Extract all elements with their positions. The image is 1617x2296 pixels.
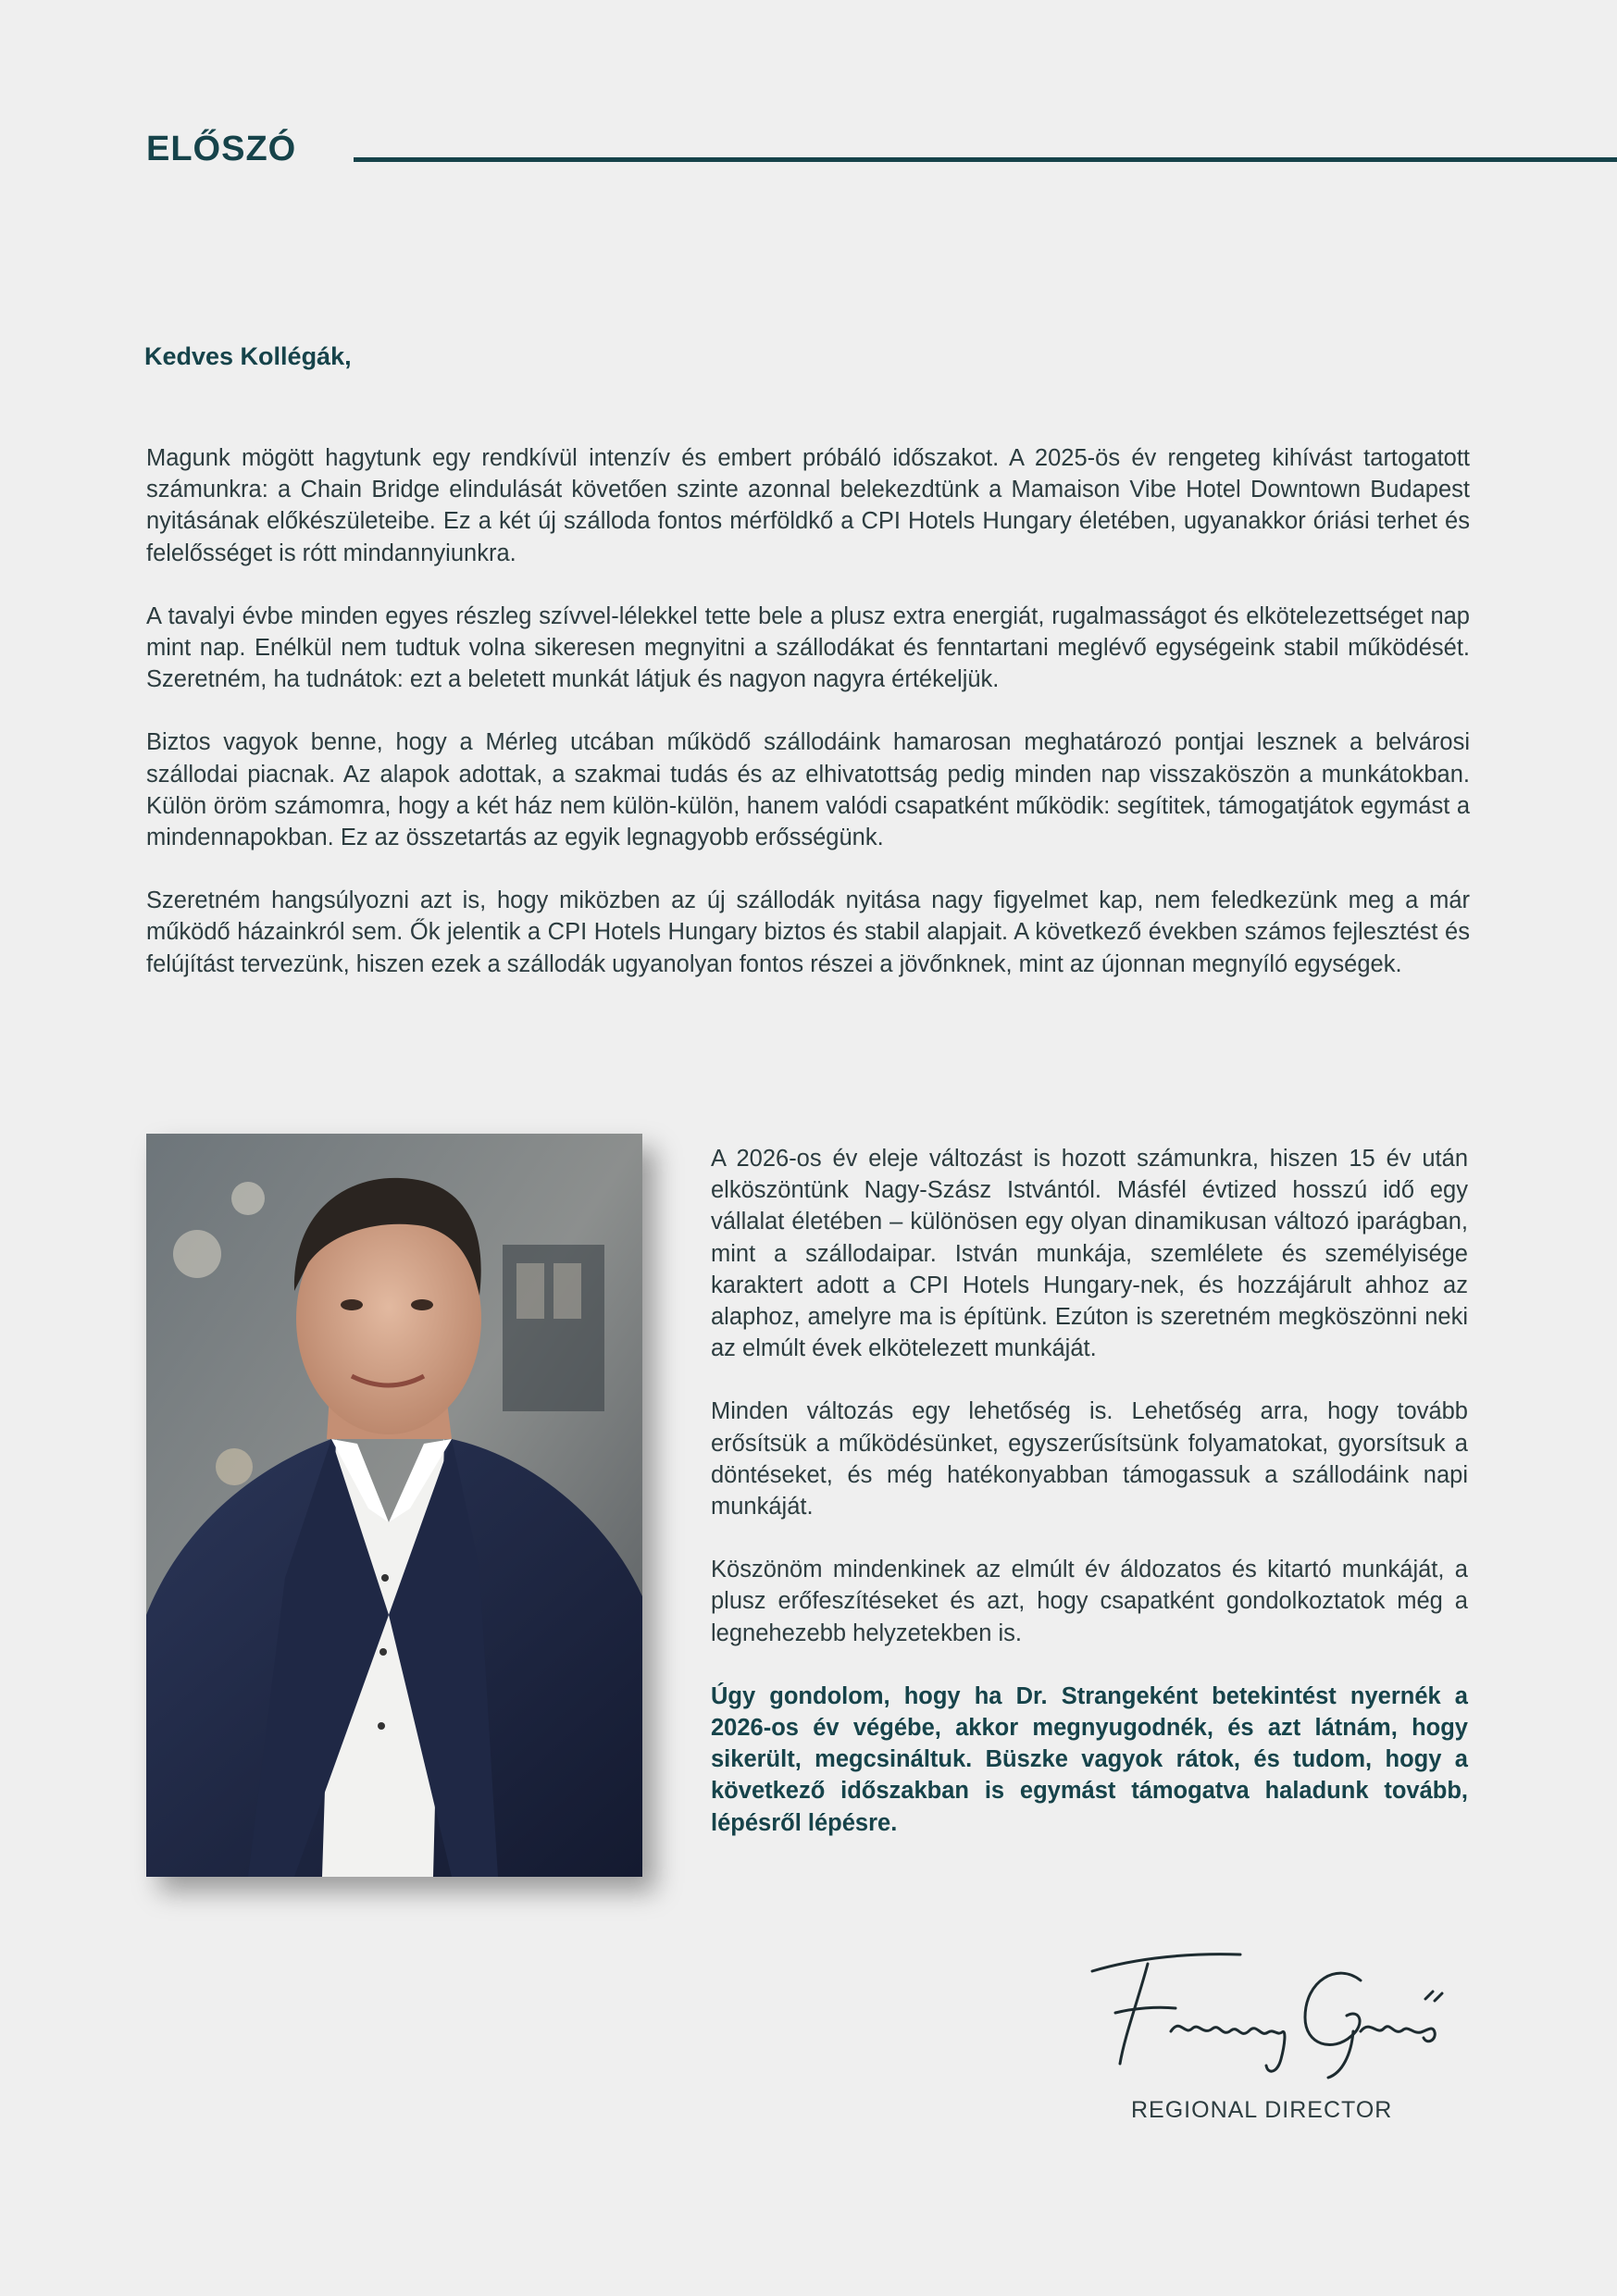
- portrait-photo: [146, 1134, 642, 1877]
- page-title: ELŐSZÓ: [146, 130, 297, 168]
- body-paragraph: A 2026-os év eleje változást is hozott számunkra, hiszen 15 év után elköszöntünk Nagy-Szász Istvántól. Másfél évtized hosszú idő egy vállalat életében – különösen egy olyan dinamikusan változó iparágban, mint a szállodaipar. István munkája, szemlélete és személyisége karaktert adott a CPI Hotels Hungary-nek, és hozzájárult ahhoz az alaphoz, amelyre ma is építünk. Ezúton is szeretném megköszönni neki az elmúlt évek elkötelezett munkáját.: [711, 1146, 1468, 1362]
- intro-text: [146, 442, 1470, 1011]
- header-rule: [354, 157, 1617, 162]
- section-header: [146, 130, 1617, 185]
- signature-image: [1083, 1943, 1472, 2082]
- greeting: Kedves Kollégák,: [144, 342, 352, 370]
- intro-paragraph: Biztos vagyok benne, hogy a Mérleg utcában működő szállodáink hamarosan meghatározó pontjai lesznek a belvárosi szállodai piacnak. Az alapok adottak, a szakmai tudás és az elhivatottság pedig minden nap visszaköszön a munkátokban. Külön öröm számomra, hogy a két ház nem külön-külön, hanem valódi csapatként működik: segítitek, támogatjátok egymást a mindennapokban. Ez az összetartás az egyik legnagyobb erősségünk.: [146, 729, 1470, 851]
- body-paragraph: Minden változás egy lehetőség is. Lehetőség arra, hogy tovább erősítsük a működésünket, egyszerűsítsünk folyamatokat, gyorsítsuk a döntéseket, és még hatékonyabban támogassuk a szállodáink napi munkáját.: [711, 1398, 1468, 1520]
- closing-paragraph: Úgy gondolom, hogy ha Dr. Strangeként betekintést nyernék a 2026-os év végébe, akkor megnyugodnék, és azt látnám, hogy sikerült, megcsináltuk. Büszke vagyok rátok, és tudom, hogy a következő időszakban is egymást támogatva haladunk tovább, lépésről lépésre.: [711, 1682, 1468, 1836]
- intro-paragraph: A tavalyi évbe minden egyes részleg szívvel-lélekkel tette bele a plusz extra energiát, rugalmasságot és elkötelezettséget nap mint nap. Enélkül nem tudtuk volna sikeresen megnyitni a szállodákat és fenntartani meglévő egységeink stabil működését. Szeretném, ha tudnátok: ezt a beletett munkát látjuk és nagyon nagyra értékeljük.: [146, 602, 1470, 693]
- intro-paragraph: Szeretném hangsúlyozni azt is, hogy miközben az új szállodák nyitása nagy figyelmet kap, nem feledkezünk meg a már működő házainkról sem. Ők jelentik a CPI Hotels Hungary biztos és stabil alapjait. A következő években számos fejlesztést és felújítást tervezünk, hiszen ezek a szállodák ugyanolyan fontos részei a jövőnknek, mint az újonnan megnyíló egységek.: [146, 887, 1470, 977]
- intro-paragraph: Magunk mögött hagytunk egy rendkívül intenzív és embert próbáló időszakot. A 2025-ös év rengeteg kihívást tartogatott számunkra: a Chain Bridge elindulását követően szinte azonnal belekezdtünk a Mamaison Vibe Hotel Downtown Budapest nyitásának előkészületeibe. Ez a két új szálloda fontos mérföldkő a CPI Hotels Hungary életében, ugyanakkor óriási terhet és felelősséget is rótt mindannyiunkra.: [146, 445, 1470, 566]
- right-column-text: [711, 1143, 1468, 1870]
- signature-title: REGIONAL DIRECTOR: [1131, 2097, 1393, 2123]
- body-paragraph: Köszönöm mindenkinek az elmúlt év áldozatos és kitartó munkáját, a plusz erőfeszítéseket és azt, hogy csapatként gondolkoztatok még a legnehezebb helyzetekben is.: [711, 1557, 1468, 1646]
